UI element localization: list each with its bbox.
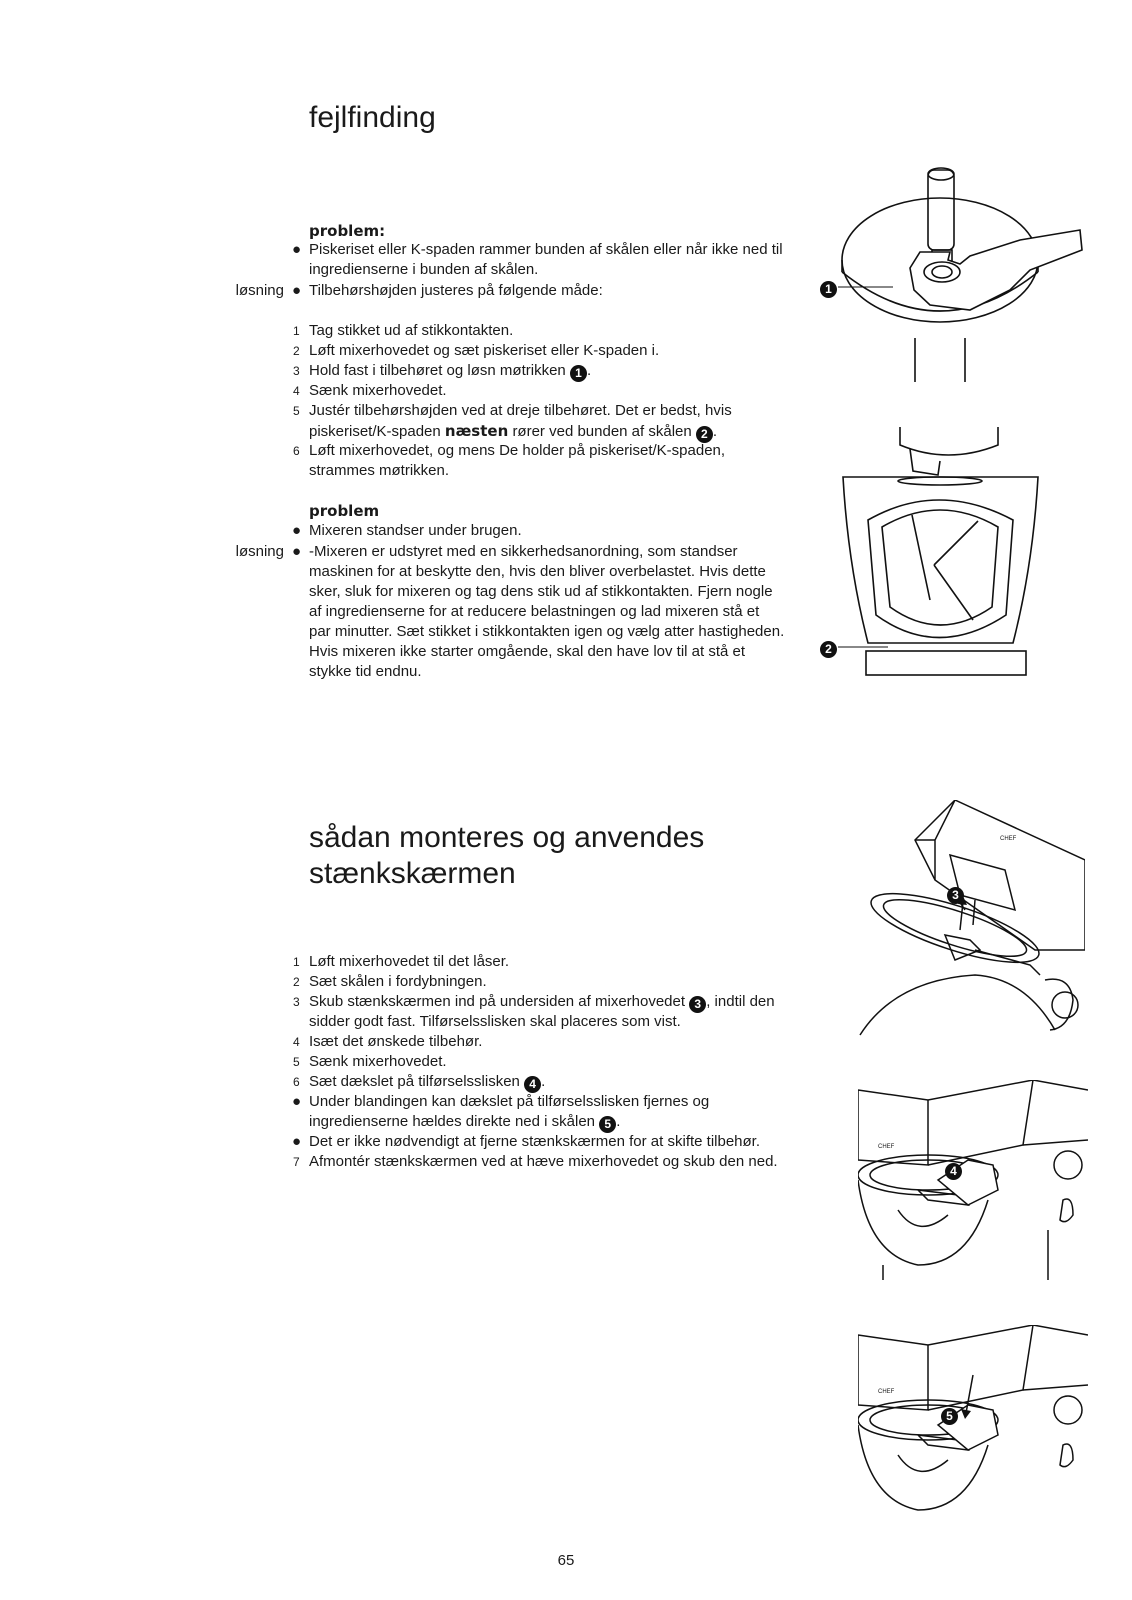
bullet: ● (292, 241, 302, 258)
adding-ingredients-illustration (858, 1325, 1088, 1515)
page-number: 65 (557, 1552, 575, 1569)
solution1: løsning ● Tilbehørshøjden justeres på følgende måde: (235, 282, 603, 299)
problem-label: problem: (309, 222, 386, 240)
figure-ref-badge: 2 (820, 641, 837, 658)
bullet: ● (292, 282, 302, 299)
step-item: 2 Løft mixerhovedet og sæt piskeriset eller K-spaden i. (293, 342, 660, 359)
solution2: løsning ● -Mixeren er udstyret med en sikkerhedsanordning, som standser (235, 543, 738, 560)
figure-ref-badge: 4 (524, 1076, 541, 1093)
instruction-item: 2 Sæt skålen i fordybningen. (293, 973, 487, 990)
page-title-splashguard-line2: stænkskærmen (309, 857, 516, 890)
figure-ref-badge: 5 (941, 1408, 958, 1425)
solution-label: løsning (235, 543, 284, 560)
spanner-nut-illustration (820, 160, 1090, 390)
figure-ref-badge: 4 (945, 1163, 962, 1180)
figure-ref-badge: 5 (599, 1116, 616, 1133)
instruction-item: 5 Sænk mixerhovedet. (293, 1053, 447, 1070)
solution-label: løsning (235, 282, 284, 299)
feed-chute-lid-illustration (858, 1080, 1088, 1280)
figure-ref-badge: 1 (820, 281, 837, 298)
splashguard-fitting-illustration (855, 800, 1085, 1040)
instruction-item: 6 Sæt dækslet på tilførselsslisken 4 . (293, 1073, 546, 1091)
figure-ref-badge: 1 (570, 365, 587, 382)
problem2-bullet: ● Mixeren standser under brugen. (292, 522, 522, 539)
instruction-item: 1 Løft mixerhovedet til det låser. (293, 953, 510, 970)
figure-ref-badge: 3 (947, 887, 964, 904)
step-item: 4 Sænk mixerhovedet. (293, 382, 447, 399)
bullet: ● (292, 522, 302, 539)
step-item: 5 Justér tilbehørshøjden ved at dreje tilbehøret. Det er bedst, hvis (293, 402, 732, 419)
page-title-troubleshooting: fejlfinding (309, 101, 436, 134)
problem1-bullet: ● Piskeriset eller K-spaden rammer bunden af skålen eller når ikke ned til (292, 241, 783, 258)
page-title-splashguard-line1: sådan monteres og anvendes (309, 821, 705, 854)
figure-ref-badge: 2 (696, 426, 713, 443)
brand-mark: CHEF (1000, 836, 1017, 842)
figure-ref-badge: 3 (689, 996, 706, 1013)
step-item: 1 Tag stikket ud af stikkontakten. (293, 322, 514, 339)
step-item: 3 Hold fast i tilbehøret og løsn møtrikken 1 . (293, 362, 592, 380)
emphasis: næsten (444, 422, 509, 440)
instruction-item: 7 Afmontér stænkskærmen ved at hæve mixerhovedet og skub den ned. (293, 1153, 778, 1170)
instruction-item: 3 Skub stænkskærmen ind på undersiden af mixerhovedet 3 , indtil den (293, 993, 775, 1011)
brand-mark: CHEF (878, 1389, 895, 1395)
bullet: ● (292, 543, 302, 560)
instruction-item: ● Det er ikke nødvendigt at fjerne stænkskærmen for at skifte tilbehør. (292, 1133, 761, 1150)
instruction-item: 4 Isæt det ønskede tilbehør. (293, 1033, 483, 1050)
brand-mark: CHEF (878, 1144, 895, 1150)
problem-label: problem (309, 502, 380, 520)
step-item: 6 Løft mixerhovedet, og mens De holder på piskeriset/K-spaden, (293, 442, 726, 459)
callout-line (838, 638, 898, 658)
instruction-item: ● Under blandingen kan dækslet på tilførselsslisken fjernes og (292, 1093, 710, 1110)
callout-line (838, 278, 898, 298)
